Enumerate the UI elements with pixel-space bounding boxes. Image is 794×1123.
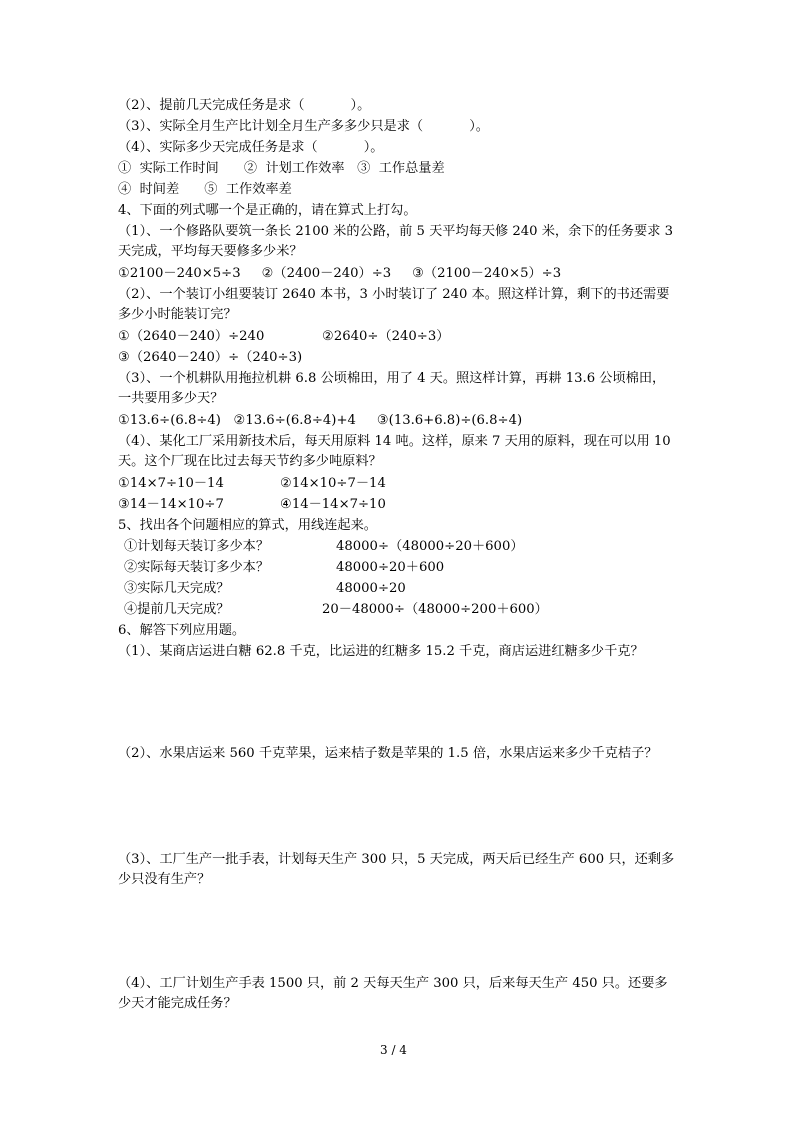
section6-problem2: （2）、水果店运来 560 千克苹果，运来桔子数是苹果的 1.5 倍，水果店运来多少千克桔子？ — [118, 746, 658, 761]
section5-formula: 48000÷20＋600 — [336, 560, 445, 575]
section5-question: ①计划每天装订多少本？ — [124, 539, 270, 554]
section4-problem1-options: ①2100－240×5÷3 ②（2400－240）÷3 ③（2100－240×5）÷3 — [118, 266, 562, 281]
section6-problem4: （4）、工厂计划生产手表 1500 只，前 2 天每天生产 300 只，后来每天生产 450 只。还要多少天才能完成任务？ — [118, 976, 668, 1011]
section4-problem2: （2）、一个装订小组要装订 2640 本书，3 小时装订了 240 本。照这样计算，剩下的书还需要多少小时能装订完？ — [118, 287, 670, 322]
section6-problem3: （3）、工厂生产一批手表，计划每天生产 300 只，5 天完成，两天后已经生产 600 只，还剩多少只没有生产？ — [118, 852, 675, 887]
section5-question: ②实际每天装订多少本？ — [124, 560, 270, 575]
section3-options-row2: ④ 时间差 ⑤ 工作效率差 — [118, 182, 292, 197]
section4-problem1: （1）、一个修路队要筑一条长 2100 米的公路，前 5 天平均每天修 240 米，余下的任务要求 3 天完成，平均每天要修多少米？ — [118, 224, 674, 259]
section5-question: ③实际几天完成？ — [124, 581, 230, 596]
section5-question: ④提前几天完成？ — [124, 602, 230, 617]
section4-problem2-option3: ③（2640－240）÷（240÷3) — [118, 350, 303, 365]
section4-problem4-option2: ②14×10÷7－14 — [280, 476, 386, 491]
section3-q3: （3）、实际全月生产比计划全月生产多多少只是求（ ）。 — [118, 119, 489, 134]
section4-problem4: （4）、某化工厂采用新技术后，每天用原料 14 吨。这样，原来 7 天用的原料，现在可以用 10 天。这个厂现在比过去每天节约多少吨原料？ — [118, 434, 671, 469]
section4-problem2-option1: ①（2640－240）÷240 — [118, 329, 265, 344]
section3-q2: （2）、提前几天完成任务是求（ ）。 — [118, 98, 371, 113]
section5-formula: 48000÷20 — [336, 581, 406, 596]
section4-problem3-options: ①13.6÷(6.8÷4) ②13.6÷(6.8÷4)+4 ③(13.6+6.8)÷(6.8÷4) — [118, 413, 523, 428]
section5-formula: 20－48000÷（48000÷200＋600） — [322, 602, 548, 617]
section5-formula: 48000÷（48000÷20＋600） — [336, 539, 524, 554]
section4-problem3: （3）、一个机耕队用拖拉机耕 6.8 公顷棉田，用了 4 天。照这样计算，再耕 13.6 公顷棉田，一共要用多少天？ — [118, 371, 666, 406]
section4-problem4-option4: ④14－14×7÷10 — [280, 497, 386, 512]
section5-title: 5、找出各个问题相应的算式，用线连起来。 — [118, 518, 377, 533]
section4-problem4-option3: ③14－14×10÷7 — [118, 497, 224, 512]
section4-title: 4、下面的列式哪一个是正确的，请在算式上打勾。 — [118, 203, 417, 218]
section6-problem1: （1）、某商店运进白糖 62.8 千克，比运进的红糖多 15.2 千克，商店运进红糖多少千克？ — [118, 644, 644, 659]
section3-options-row1: ① 实际工作时间 ② 计划工作效率 ③ 工作总量差 — [118, 161, 445, 176]
section4-problem2-option2: ②2640÷（240÷3） — [322, 329, 450, 344]
page-number: 3 / 4 — [380, 1043, 407, 1057]
section6-title: 6、解答下列应用题。 — [118, 623, 246, 638]
section4-problem4-option1: ①14×7÷10－14 — [118, 476, 224, 491]
section3-q4: （4）、实际多少天完成任务是求（ ）。 — [118, 140, 384, 155]
